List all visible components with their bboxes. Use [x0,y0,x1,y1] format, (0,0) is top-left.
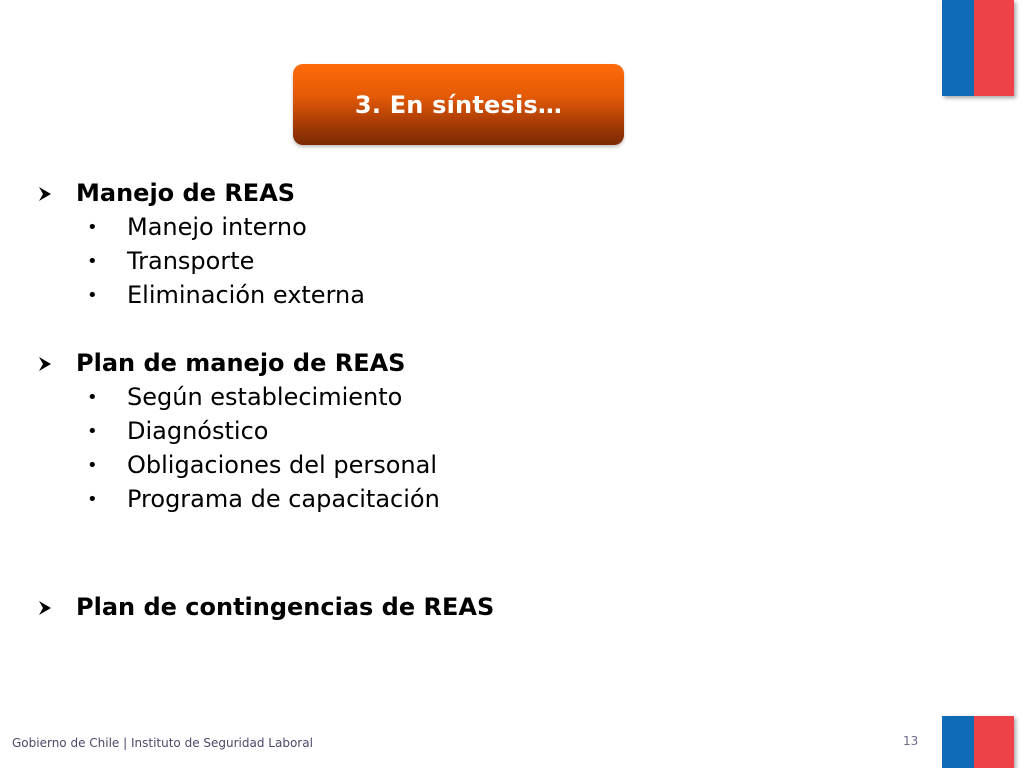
list-item [38,244,365,278]
slide-title: 3. En síntesis… [354,90,563,119]
section-heading [38,590,494,624]
dot-bullet-icon: • [87,250,98,272]
flag-red-stripe [974,0,1014,96]
arrow-bullet-icon [38,600,52,616]
section-plan-contingencias-reas [38,590,494,624]
section-manejo-reas [38,176,365,312]
section-heading-text: Manejo de REAS [76,179,296,207]
list-item-text: Transporte [127,247,255,275]
section-heading-text: Plan de contingencias de REAS [76,593,495,621]
list-item-text: Obligaciones del personal [127,451,437,479]
list-item [38,380,440,414]
bullet-list [38,210,365,312]
dot-bullet-icon: • [87,420,98,442]
list-item [38,278,365,312]
chile-flag-bottom [942,716,1014,768]
dot-bullet-icon: • [87,386,98,408]
list-item-text: Según establecimiento [127,383,403,411]
list-item-text: Programa de capacitación [127,485,440,513]
page-number: 13 [903,734,919,748]
section-plan-manejo-reas [38,346,440,516]
arrow-bullet-icon [38,356,52,372]
section-heading-text: Plan de manejo de REAS [76,349,406,377]
dot-bullet-icon: • [87,284,98,306]
list-item-text: Eliminación externa [127,281,365,309]
dot-bullet-icon: • [87,216,98,238]
chile-flag-top [942,0,1014,96]
list-item [38,448,440,482]
slide-title-box [293,64,624,145]
arrow-bullet-icon [38,186,52,202]
flag-blue-stripe [942,716,974,768]
list-item [38,414,440,448]
list-item-text: Diagnóstico [127,417,269,445]
dot-bullet-icon: • [87,488,98,510]
flag-blue-stripe [942,0,974,96]
bullet-list [38,380,440,516]
footer-organization: Gobierno de Chile | Instituto de Seguridad Laboral [12,736,313,750]
dot-bullet-icon: • [87,454,98,476]
flag-red-stripe [974,716,1014,768]
list-item [38,210,365,244]
section-heading [38,346,440,380]
section-heading [38,176,365,210]
list-item-text: Manejo interno [127,213,307,241]
list-item [38,482,440,516]
